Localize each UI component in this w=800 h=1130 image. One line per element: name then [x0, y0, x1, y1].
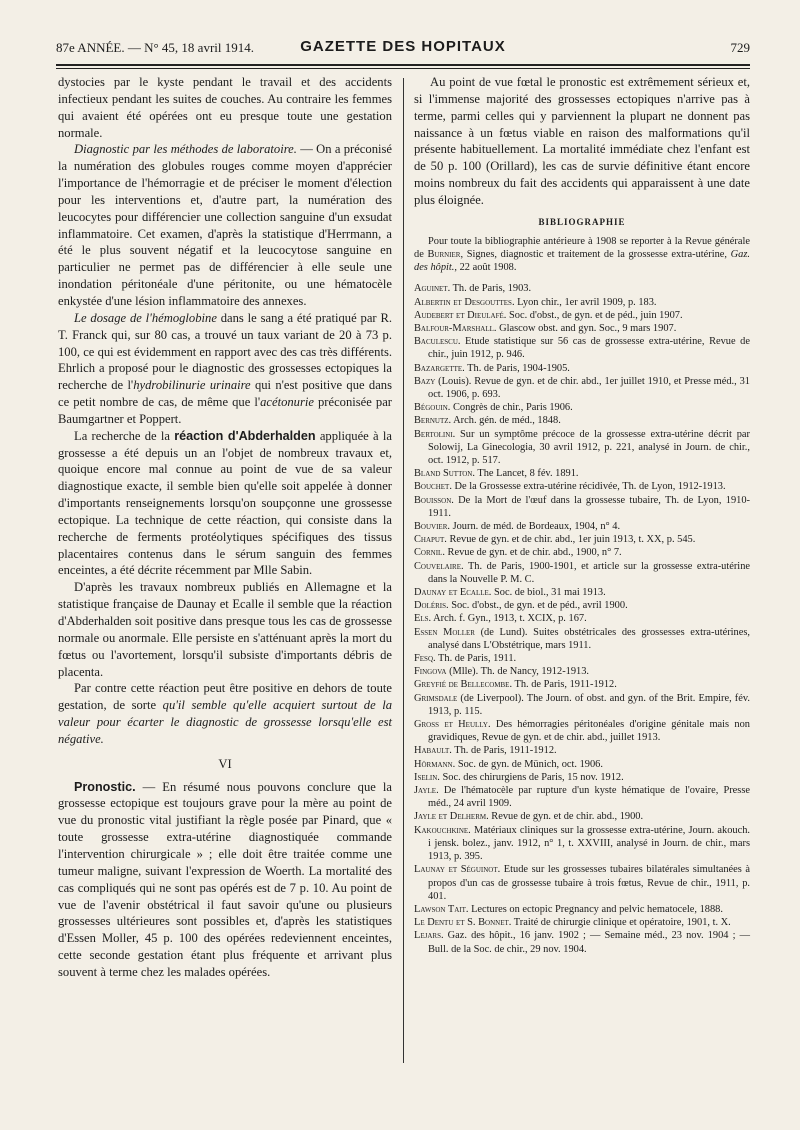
entry-author: Couvelaire	[414, 560, 461, 572]
entry-text: . Soc. d'obst., de gyn. et de péd., avril 1900.	[446, 600, 628, 612]
paragraph-italic: qu'il semble qu'elle acquiert surtout de la valeur pour écarter le diagnostic de grossesse lorsqu'elle est négative.	[58, 698, 392, 746]
bibliography-note	[414, 235, 750, 275]
paragraph-text: — En résumé nous pouvons conclure que la grossesse ectopique est toujours grave pour la mère au point de vue du pronostic vital justifiant la règle posée par Pinard, que « toute grossesse extra-utérine diagnostiquée commande l'intervention chirurgicale » ; elle doit être traitée comme une tumeur maligne, suivant l'expression de Woerth. La mortalité des cas compliqués qui ne sont pas opérés est de 7 p. 10. Au point de vue de l'avenir obstétrical il faut savoir qu'une ou plusieurs grossesses ultérieures sont possibles et, d'après les statistiques d'Essen Moller, 45 p. 100 des opérées redeviennent enceintes, cette seconde gestation étant plus fréquente et arrivant plus souvent à terme chez les malades opérées.	[58, 779, 392, 979]
entry-author: Aguinet	[414, 283, 448, 295]
bibliography-entry	[414, 546, 750, 559]
entry-text: . Th. de Paris, 1911-1912.	[509, 679, 617, 691]
entry-text: . Th. de Paris, 1904-1905.	[462, 362, 570, 374]
bibliography-entry	[414, 335, 750, 361]
bibliography-entry	[414, 467, 750, 480]
entry-text: . Th. de Paris, 1911.	[433, 653, 517, 665]
bibliography-list	[414, 282, 750, 955]
bibliography-entry	[414, 362, 750, 375]
entry-text: . Soc. de biol., 31 mai 1913.	[488, 587, 606, 599]
bibliography-entry	[414, 375, 750, 401]
entry-text: . Gaz. des hôpit., 16 janv. 1902 ; — Semaine méd., 23 nov. 1904 ; — Bull. de la Soc. de chir., 29 nov. 1904.	[428, 930, 750, 955]
header-rule	[56, 64, 750, 66]
header-rule-thin	[56, 68, 750, 69]
entry-author: Bazy	[414, 375, 436, 387]
paragraph-text: La recherche de la	[74, 428, 175, 443]
term: acétonurie	[260, 395, 314, 410]
entry-author: Lejars	[414, 930, 441, 942]
entry-author: Daunay et Ecalle	[414, 587, 489, 599]
entry-author: Bouvier	[414, 521, 448, 533]
bibliography-entry	[414, 824, 750, 864]
bibliography-entry	[414, 916, 750, 929]
paragraph-text: dans le sang a été pratiqué par R. T. Franck qui, sur 80 cas, a trouvé un taux variant de 20 à 73 p. 100, ce qui est évidemment en rapport avec des cas très différents. Ehrlich a proposé pour le diagnostic des grossesses ectopiques la recherche de l'	[58, 310, 392, 393]
entry-author: Gross et Heully	[414, 719, 488, 731]
note-text: , Signes, diagnostic et traitement de la grossesse extra-utérine,	[460, 248, 731, 260]
entry-text: . Congrès de chir., Paris 1906.	[447, 402, 573, 414]
entry-text: . Revue de gyn. et de chir. abd., 1900, n° 7.	[442, 547, 622, 559]
entry-author: Le Dentu et S. Bonnet	[414, 917, 509, 929]
bibliography-entry	[414, 678, 750, 691]
entry-author: Jayle	[414, 785, 437, 797]
entry-author: Audebert et Dieulafé	[414, 309, 504, 321]
entry-text: . Matériaux cliniques sur la grossesse extra-utérine, Journ. akouch. i jensk. bolez., janv. 1912, n° 1, t. XXVIII, analysé in Journ. de chir., mars 1913, p. 395.	[428, 824, 750, 863]
paragraph: Au point de vue fœtal le pronostic est extrêmement sérieux et, si l'immense majorité des grossesses ectopiques n'arrive pas à terme, parmi celles qui y parviennent la plupart ne donnent pas naissance à un fœtus viable en raison des malformations qu'il présente habituellement. La mortalité immédiate chez l'enfant est de 50 p. 100 (Orillard), les cas de survie définitive étant encore moins nombreux du fait des accidents qui apparaissent à une date plus éloignée.	[414, 75, 750, 207]
bibliography-entry	[414, 322, 750, 335]
bibliography-entry	[414, 612, 750, 625]
note-text: Pour toute la bibliographie antérieure à 1908 se reporter à la Revue générale de	[414, 235, 750, 260]
section-number: VI	[218, 756, 232, 771]
entry-author: Baculescu	[414, 336, 458, 348]
entry-author: Habault	[414, 745, 450, 757]
entry-text: . Etude sur les grossesses tubaires bilatérales simultanées à propos d'un cas de grossesse tubaire à trois fœtus, Revue de chir., 1911, p. 401.	[428, 864, 750, 902]
bibliography-entry	[414, 810, 750, 823]
entry-author: Launay et Séguinot	[414, 864, 498, 876]
entry-text: . De la Mort de l'œuf dans la grossesse tubaire, Th. de Lyon, 1910-1911.	[428, 494, 750, 519]
bibliography-entry	[414, 744, 750, 757]
entry-author: Bégouin	[414, 402, 448, 414]
entry-author: Bland Sutton	[414, 468, 473, 480]
left-column	[58, 74, 392, 981]
page-header	[56, 36, 750, 60]
note-author: Burnier	[427, 248, 461, 260]
entry-author: Balfour-Marshall	[414, 322, 494, 334]
bibliography-entry	[414, 626, 750, 652]
entry-author: Bouchet	[414, 481, 450, 493]
paragraph	[58, 310, 392, 428]
issue-info: 87e ANNÉE. — N° 45, 18 avril 1914.	[56, 40, 255, 55]
entry-author: Bazargette	[414, 362, 463, 374]
entry-text: (Mlle). Th. de Nancy, 1912-1913.	[446, 666, 590, 678]
paragraph-text: qui n'est positive que dans ce petit nombre de cas, de même que l'	[58, 378, 392, 410]
entry-text: . Th. de Paris, 1900-1901, et article sur la grossesse extra-utérine dans la Nouvelle P. M. C.	[428, 560, 750, 585]
bibliography-entry	[414, 533, 750, 546]
entry-author: Kakouchkine	[414, 824, 469, 836]
entry-author: Albertin et Desgouttes	[414, 296, 512, 308]
bibliography-entry	[414, 903, 750, 916]
bibliography-entry	[414, 758, 750, 771]
entry-text: (Louis). Revue de gyn. et de chir. abd., 1er juillet 1910, et Presse méd., 31 oct. 1906, p. 693.	[428, 375, 750, 400]
bibliography-entry	[414, 414, 750, 427]
entry-text: . Arch. f. Gyn., 1913, t. XCIX, p. 167.	[428, 613, 587, 625]
paragraph-text: — On a préconisé la numération des globules rouges comme moyen d'apprécier l'importance de l'hémorragie et de préciser le moment d'élection pour les interventions et, d'autre part, la numération des leucocytes pour différencier une collection sanguine d'un exsudat inflammatoire. Cet examen, d'après la statistique d'Herrmann, a été le plus souvent négatif et la leucocytose sanguine en particulier ne permet pas de différencier à elle seule une inondation péritonéale d'une péritonite, ou une hématocèle enkystée d'une lésion inflammatoire des annexes.	[58, 142, 392, 308]
entry-text: . Soc. d'obst., de gyn. et de péd., juin 1907.	[503, 309, 683, 321]
entry-text: . Th. de Paris, 1903.	[447, 283, 532, 295]
bibliography-entry	[414, 784, 750, 810]
entry-text: . The Lancet, 8 fév. 1891.	[472, 468, 579, 480]
entry-text: . Soc. de gyn. de Münich, oct. 1906.	[452, 758, 603, 770]
entry-author: Hörmann	[414, 758, 453, 770]
entry-text: . Lectures on ectopic Pregnancy and pelvic hematocele, 1888.	[465, 903, 723, 915]
entry-text: . Etude statistique sur 56 cas de grossesse extra-utérine, Revue de chir., juin 1912, p. 946.	[428, 336, 750, 361]
paragraph	[58, 428, 392, 580]
entry-author: Jayle et Delherm	[414, 811, 487, 823]
paragraph	[58, 680, 392, 747]
entry-text: . Revue de gyn. et de chir. abd., 1900.	[486, 811, 644, 823]
entry-text: . Sur un symptôme précoce de la grossesse extra-utérine décrit par Solowij, La Ginecologia, 30 avril 1912, p. 221, analysé in Journ. de chir., oct. 1912, p. 517.	[428, 428, 750, 466]
bibliography-entry	[414, 718, 750, 744]
entry-author: Bertolini	[414, 428, 453, 440]
entry-author: Bernutz	[414, 415, 449, 427]
paragraph-text: appliquée à la grossesse a été depuis un an l'objet de nombreux travaux et, quoique encore mal connue au point de vue de sa valeur diagnostique exacte, il semble bien qu'elle soit appelée à donner d'importants renseignements lorsqu'on soupçonne une grossesse ectopique. La technique de cette réaction, qui consiste dans la recherche de ferments protéolytiques spécifiques des tissus placentaires contenus dans le sérum sanguin des femmes enceintes, a été décrite récemment par Mlle Sabin.	[58, 428, 392, 578]
entry-author: Els	[414, 613, 429, 625]
entry-author: Grimsdale	[414, 692, 458, 704]
entry-text: . Traité de chirurgie clinique et opératoire, 1901, t. X.	[508, 917, 731, 929]
entry-text: . Des hémorragies péritonéales d'origine génitale mais non gravidiques, Revue de gyn. et de chir. abd., juillet 1913.	[428, 719, 750, 744]
entry-text: . Arch. gén. de méd., 1848.	[448, 415, 561, 427]
bibliography-heading: BIBLIOGRAPHIE	[538, 216, 626, 227]
entry-author: Doléris	[414, 600, 447, 612]
term: hydrobilinurie urinaire	[133, 378, 251, 393]
paragraph-lead: Diagnostic par les méthodes de laboratoire.	[74, 142, 297, 157]
entry-author: Essen Moller	[414, 626, 475, 638]
paragraph-text: préconisée par Baumgartner et Poppert.	[58, 395, 392, 426]
entry-text: . Journ. de méd. de Bordeaux, 1904, n° 4.	[447, 521, 621, 533]
bibliography-entry	[414, 494, 750, 520]
entry-author: Bouisson	[414, 494, 452, 506]
column-divider	[403, 78, 404, 1063]
entry-text: . Lyon chir., 1er avril 1909, p. 183.	[511, 296, 657, 308]
entry-text: (de Lund). Suites obstétricales des grossesses extra-utérines, analysé dans L'Obstétrique, mars 1911.	[428, 626, 750, 651]
paragraph	[58, 779, 392, 981]
page-number: 729	[730, 40, 750, 55]
paragraph: D'après les travaux nombreux publiés en Allemagne et la statistique française de Daunay et Ecalle il semble que la réaction d'Abderhalden soit positive dans presque tous les cas de grossesse normale ou anormale. Elle persiste en s'atténuant après la mort du fœtus ou l'avortement, lorsqu'il subsiste d'importants débris de placenta.	[58, 580, 392, 679]
bibliography-entry	[414, 309, 750, 322]
bibliography-entry	[414, 401, 750, 414]
entry-author: Chaput	[414, 534, 445, 546]
bibliography-entry	[414, 282, 750, 295]
entry-author: Greyfié de Bellecombe	[414, 679, 510, 691]
bibliography-entry	[414, 652, 750, 665]
bibliography-entry	[414, 480, 750, 493]
right-column	[414, 74, 750, 956]
bibliography-entry	[414, 692, 750, 718]
bibliography-entry	[414, 586, 750, 599]
entry-author: Lawson Tait	[414, 903, 466, 915]
note-journal: Gaz. des hôpit.	[414, 248, 751, 274]
entry-text: . Th. de Paris, 1911-1912.	[449, 745, 557, 757]
note-text: , 22 août 1908.	[454, 262, 517, 274]
bibliography-entry	[414, 296, 750, 309]
entry-author: Fingova	[414, 666, 447, 678]
bibliography-entry	[414, 771, 750, 784]
entry-text: . Glascow obst. and gyn. Soc., 9 mars 1907.	[493, 322, 677, 334]
entry-author: Cornil	[414, 547, 443, 559]
entry-text: . Soc. des chirurgiens de Paris, 15 nov. 1912.	[437, 771, 624, 783]
journal-title: GAZETTE DES HOPITAUX	[300, 38, 506, 55]
bold-term: réaction d'Abderhalden	[174, 428, 316, 443]
bibliography-entry	[414, 428, 750, 468]
entry-text: . Revue de gyn. et de chir. abd., 1er juin 1913, t. XX, p. 545.	[444, 534, 696, 546]
bibliography-entry	[414, 665, 750, 678]
bibliography-entry	[414, 599, 750, 612]
bibliography-entry	[414, 560, 750, 586]
paragraph-text: Par contre cette réaction peut être positive en dehors de toute gestation, de sorte	[58, 681, 392, 713]
paragraph-lead: Le dosage de l'hémoglobine	[74, 310, 217, 325]
paragraph: dystocies par le kyste pendant le travail et des accidents infectieux pendant les suites de couches. Au contraire les femmes qui avaient été opérées ont eu presque toute une gestation normale.	[58, 75, 392, 140]
entry-author: Fesq	[414, 653, 434, 665]
bibliography-entry	[414, 863, 750, 903]
entry-text: . De la Grossesse extra-utérine récidivée, Th. de Lyon, 1912-1913.	[449, 481, 726, 493]
paragraph	[58, 141, 392, 309]
entry-text: . De l'hématocèle par rupture d'un kyste hématique de l'ovaire, Presse méd., 24 avril 1909.	[428, 785, 750, 810]
bibliography-entry	[414, 520, 750, 533]
entry-author: Iselin	[414, 771, 438, 783]
entry-text: (de Liverpool). The Journ. of obst. and gyn. of the Brit. Empire, fév. 1913, p. 115.	[428, 692, 750, 717]
bibliography-entry	[414, 929, 750, 955]
section-lead: Pronostic.	[74, 779, 136, 794]
